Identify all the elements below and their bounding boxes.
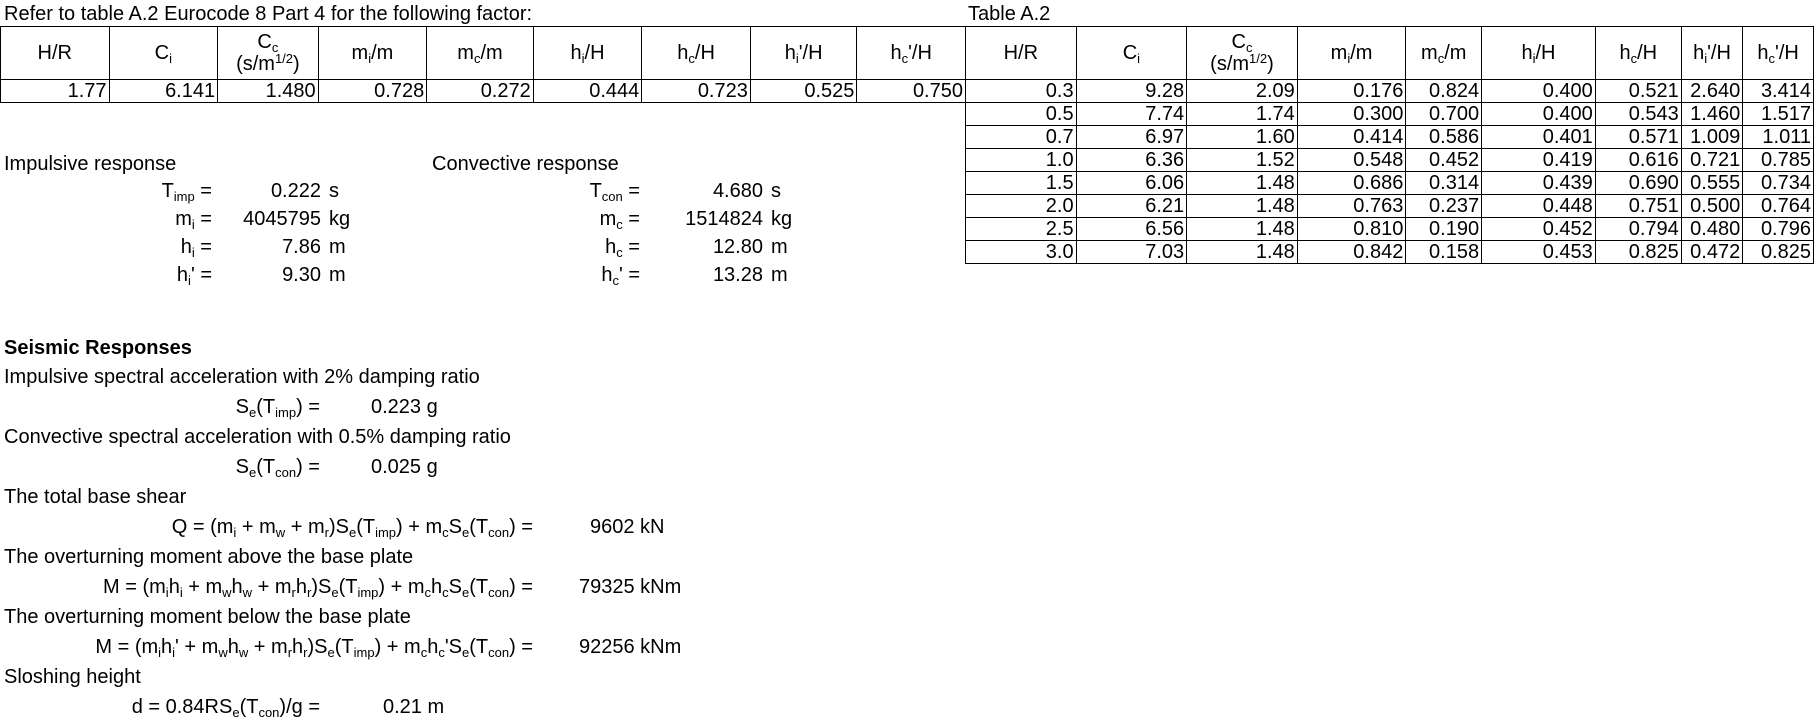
table-cell: 6.97 bbox=[1076, 126, 1187, 149]
table-cell: 1.48 bbox=[1187, 195, 1298, 218]
convective-value: 1514824 bbox=[685, 208, 763, 230]
table-cell: 0.763 bbox=[1297, 195, 1406, 218]
table-cell: 2.640 bbox=[1681, 80, 1742, 103]
table-cell: 0.5 bbox=[966, 103, 1077, 126]
factor-header-cell: $h_i'/H$ bbox=[750, 27, 857, 80]
table-a2-header-cell: $C_i$ bbox=[1076, 27, 1187, 80]
factor-table bbox=[0, 26, 966, 103]
convective-title: Convective response bbox=[432, 153, 619, 175]
table-a2-header-row bbox=[966, 27, 1814, 80]
factor-header-cell: $h_c/H$ bbox=[642, 27, 751, 80]
table-cell: 0.400 bbox=[1482, 80, 1596, 103]
table-cell: 1.74 bbox=[1187, 103, 1298, 126]
impulsive-label: $T_{imp}$ = bbox=[161, 180, 212, 204]
factor-value-cell: 0.444 bbox=[533, 80, 642, 103]
table-cell: 7.74 bbox=[1076, 103, 1187, 126]
convective-accel-desc: Convective spectral acceleration with 0.5% damping ratio bbox=[4, 426, 511, 448]
moment-above-eq: $M = (m_ih_i + m_wh_w + m_rh_r)S_e(T_{imp}) + m_ch_cS_e(T_{con})$ = bbox=[103, 576, 533, 600]
factor-header-cell: $C_i$ bbox=[109, 27, 218, 80]
factor-value-cell: 0.272 bbox=[427, 80, 534, 103]
impulsive-value: 0.222 bbox=[270, 180, 321, 202]
convective-unit: s bbox=[771, 180, 781, 202]
table-cell: 0.571 bbox=[1595, 126, 1681, 149]
impulsive-label: $h_i$ = bbox=[180, 236, 212, 260]
table-cell: 1.48 bbox=[1187, 241, 1298, 264]
table-cell: 1.60 bbox=[1187, 126, 1298, 149]
factor-value-cell: 0.750 bbox=[857, 80, 966, 103]
base-shear-value: 9602 kN bbox=[590, 516, 665, 538]
convective-value: 4.680 bbox=[712, 180, 763, 202]
intro-text: Refer to table A.2 Eurocode 8 Part 4 for the following factor: bbox=[4, 3, 533, 25]
table-cell: 0.400 bbox=[1482, 103, 1596, 126]
table-cell: 1.52 bbox=[1187, 149, 1298, 172]
table-cell: 0.796 bbox=[1743, 218, 1814, 241]
impulsive-accel-desc: Impulsive spectral acceleration with 2% damping ratio bbox=[4, 366, 480, 388]
table-cell: 1.011 bbox=[1743, 126, 1814, 149]
table-cell: 0.555 bbox=[1681, 172, 1742, 195]
factor-value-cell: 0.728 bbox=[318, 80, 427, 103]
table-cell: 0.500 bbox=[1681, 195, 1742, 218]
impulsive-accel-value: 0.223 g bbox=[371, 396, 438, 418]
table-cell: 7.03 bbox=[1076, 241, 1187, 264]
factor-header-cell: $m_c/m$ bbox=[427, 27, 534, 80]
table-a2 bbox=[965, 26, 1814, 264]
table-cell: 0.825 bbox=[1743, 241, 1814, 264]
table-cell: 0.3 bbox=[966, 80, 1077, 103]
table-cell: 0.401 bbox=[1482, 126, 1596, 149]
factor-value-cell: 0.723 bbox=[642, 80, 751, 103]
table-cell: 6.56 bbox=[1076, 218, 1187, 241]
table-cell: 0.824 bbox=[1406, 80, 1482, 103]
factor-header-cell: $h_c'/H$ bbox=[857, 27, 966, 80]
moment-above-desc: The overturning moment above the base plate bbox=[4, 546, 414, 568]
factor-header-cell: H/R bbox=[1, 27, 110, 80]
convective-label: $h_c$ = bbox=[605, 236, 640, 260]
convective-label: $h_c'$ = bbox=[601, 264, 640, 288]
table-cell: 0.453 bbox=[1482, 241, 1596, 264]
table-cell: 0.448 bbox=[1482, 195, 1596, 218]
table-cell: 0.751 bbox=[1595, 195, 1681, 218]
impulsive-accel-eq: $S_e(T_{imp})$ = bbox=[235, 396, 320, 420]
table-cell: 1.48 bbox=[1187, 172, 1298, 195]
moment-below-value: 92256 kNm bbox=[579, 636, 682, 658]
impulsive-value: 4045795 bbox=[243, 208, 321, 230]
table-cell: 0.825 bbox=[1595, 241, 1681, 264]
convective-value: 12.80 bbox=[712, 236, 763, 258]
table-a2-header-cell: H/R bbox=[966, 27, 1077, 80]
table-cell: 6.06 bbox=[1076, 172, 1187, 195]
moment-above-value: 79325 kNm bbox=[579, 576, 682, 598]
sloshing-desc: Sloshing height bbox=[4, 666, 141, 688]
impulsive-title: Impulsive response bbox=[4, 153, 177, 175]
table-cell: 1.5 bbox=[966, 172, 1077, 195]
table-cell: 0.810 bbox=[1297, 218, 1406, 241]
table-cell: 0.300 bbox=[1297, 103, 1406, 126]
table-cell: 0.480 bbox=[1681, 218, 1742, 241]
impulsive-unit: m bbox=[329, 236, 346, 258]
table-cell: 0.7 bbox=[966, 126, 1077, 149]
table-cell: 1.48 bbox=[1187, 218, 1298, 241]
impulsive-unit: m bbox=[329, 264, 346, 286]
sloshing-eq: $d = 0.84RS_e(T_{con})/g$ = bbox=[131, 696, 320, 720]
table-cell: 1.009 bbox=[1681, 126, 1742, 149]
table-row bbox=[966, 149, 1814, 172]
factor-header-cell: $C_c$ $(s/m^{1/2})$ bbox=[218, 27, 319, 80]
table-cell: 0.734 bbox=[1743, 172, 1814, 195]
table-cell: 0.452 bbox=[1406, 149, 1482, 172]
table-cell: 0.764 bbox=[1743, 195, 1814, 218]
base-shear-desc: The total base shear bbox=[4, 486, 187, 508]
convective-unit: m bbox=[771, 264, 788, 286]
table-row bbox=[966, 80, 1814, 103]
table-cell: 0.842 bbox=[1297, 241, 1406, 264]
table-cell: 0.419 bbox=[1482, 149, 1596, 172]
impulsive-label: $h_i'$ = bbox=[176, 264, 212, 288]
table-a2-header-cell: $C_c$ $(s/m^{1/2})$ bbox=[1187, 27, 1298, 80]
table-cell: 6.36 bbox=[1076, 149, 1187, 172]
table-cell: 0.439 bbox=[1482, 172, 1596, 195]
table-cell: 0.190 bbox=[1406, 218, 1482, 241]
table-a2-header-cell: $h_c'/H$ bbox=[1743, 27, 1814, 80]
table-cell: 3.0 bbox=[966, 241, 1077, 264]
table-cell: 2.0 bbox=[966, 195, 1077, 218]
impulsive-value: 9.30 bbox=[282, 264, 321, 286]
table-cell: 0.785 bbox=[1743, 149, 1814, 172]
table-row bbox=[966, 172, 1814, 195]
table-cell: 2.5 bbox=[966, 218, 1077, 241]
convective-accel-eq: $S_e(T_{con})$ = bbox=[235, 456, 320, 480]
table-a2-header-cell: $m_c/m$ bbox=[1406, 27, 1482, 80]
factor-value-cell: 1.480 bbox=[218, 80, 319, 103]
table-cell: 3.414 bbox=[1743, 80, 1814, 103]
convective-label: $m_c$ = bbox=[599, 208, 640, 232]
convective-value: 13.28 bbox=[712, 264, 763, 286]
factor-header-cell: $m_i/m$ bbox=[318, 27, 427, 80]
table-cell: 0.616 bbox=[1595, 149, 1681, 172]
table-a2-header-cell: $m_i/m$ bbox=[1297, 27, 1406, 80]
factor-header-row bbox=[1, 27, 966, 80]
factor-header-cell: $h_i/H$ bbox=[533, 27, 642, 80]
table-cell: 0.158 bbox=[1406, 241, 1482, 264]
table-cell: 2.09 bbox=[1187, 80, 1298, 103]
table-cell: 0.543 bbox=[1595, 103, 1681, 126]
convective-label: $T_{con}$ = bbox=[589, 180, 640, 204]
table-cell: 0.176 bbox=[1297, 80, 1406, 103]
table-cell: 0.521 bbox=[1595, 80, 1681, 103]
table-cell: 0.414 bbox=[1297, 126, 1406, 149]
base-shear-eq: $Q = (m_i + m_w + m_r)S_e(T_{imp}) + m_cS_e(T_{con})$ = bbox=[171, 516, 533, 540]
table-cell: 0.472 bbox=[1681, 241, 1742, 264]
factor-value-cell: 0.525 bbox=[750, 80, 857, 103]
impulsive-value: 7.86 bbox=[282, 236, 321, 258]
table-cell: 0.586 bbox=[1406, 126, 1482, 149]
table-cell: 9.28 bbox=[1076, 80, 1187, 103]
table-cell: 0.452 bbox=[1482, 218, 1596, 241]
table-cell: 0.686 bbox=[1297, 172, 1406, 195]
table-cell: 0.548 bbox=[1297, 149, 1406, 172]
convective-accel-value: 0.025 g bbox=[371, 456, 438, 478]
table-a2-header-cell: $h_i'/H$ bbox=[1681, 27, 1742, 80]
table-cell: 0.700 bbox=[1406, 103, 1482, 126]
table-cell: 0.314 bbox=[1406, 172, 1482, 195]
sloshing-value: 0.21 m bbox=[383, 696, 445, 718]
table-cell: 0.237 bbox=[1406, 195, 1482, 218]
convective-unit: kg bbox=[771, 208, 793, 230]
factor-value-cell: 6.141 bbox=[109, 80, 218, 103]
table-row bbox=[966, 218, 1814, 241]
moment-below-desc: The overturning moment below the base plate bbox=[4, 606, 411, 628]
table-a2-header-cell: $h_c/H$ bbox=[1595, 27, 1681, 80]
factor-value-row bbox=[1, 80, 966, 103]
impulsive-unit: kg bbox=[329, 208, 351, 230]
table-a2-title: Table A.2 bbox=[968, 3, 1051, 25]
impulsive-label: $m_i$ = bbox=[175, 208, 212, 232]
moment-below-eq: $M = (m_ih_i' + m_wh_w + m_rh_r)S_e(T_{imp}) + m_ch_c'S_e(T_{con})$ = bbox=[95, 636, 533, 660]
table-cell: 0.690 bbox=[1595, 172, 1681, 195]
table-row bbox=[966, 103, 1814, 126]
table-cell: 6.21 bbox=[1076, 195, 1187, 218]
table-row bbox=[966, 241, 1814, 264]
table-a2-header-cell: $h_i/H$ bbox=[1482, 27, 1596, 80]
table-cell: 1.517 bbox=[1743, 103, 1814, 126]
convective-unit: m bbox=[771, 236, 788, 258]
seismic-title: Seismic Responses bbox=[4, 337, 192, 359]
table-cell: 1.460 bbox=[1681, 103, 1742, 126]
table-row bbox=[966, 195, 1814, 218]
table-cell: 0.794 bbox=[1595, 218, 1681, 241]
table-cell: 1.0 bbox=[966, 149, 1077, 172]
table-row bbox=[966, 126, 1814, 149]
factor-value-cell: 1.77 bbox=[1, 80, 110, 103]
table-cell: 0.721 bbox=[1681, 149, 1742, 172]
impulsive-unit: s bbox=[329, 180, 339, 202]
